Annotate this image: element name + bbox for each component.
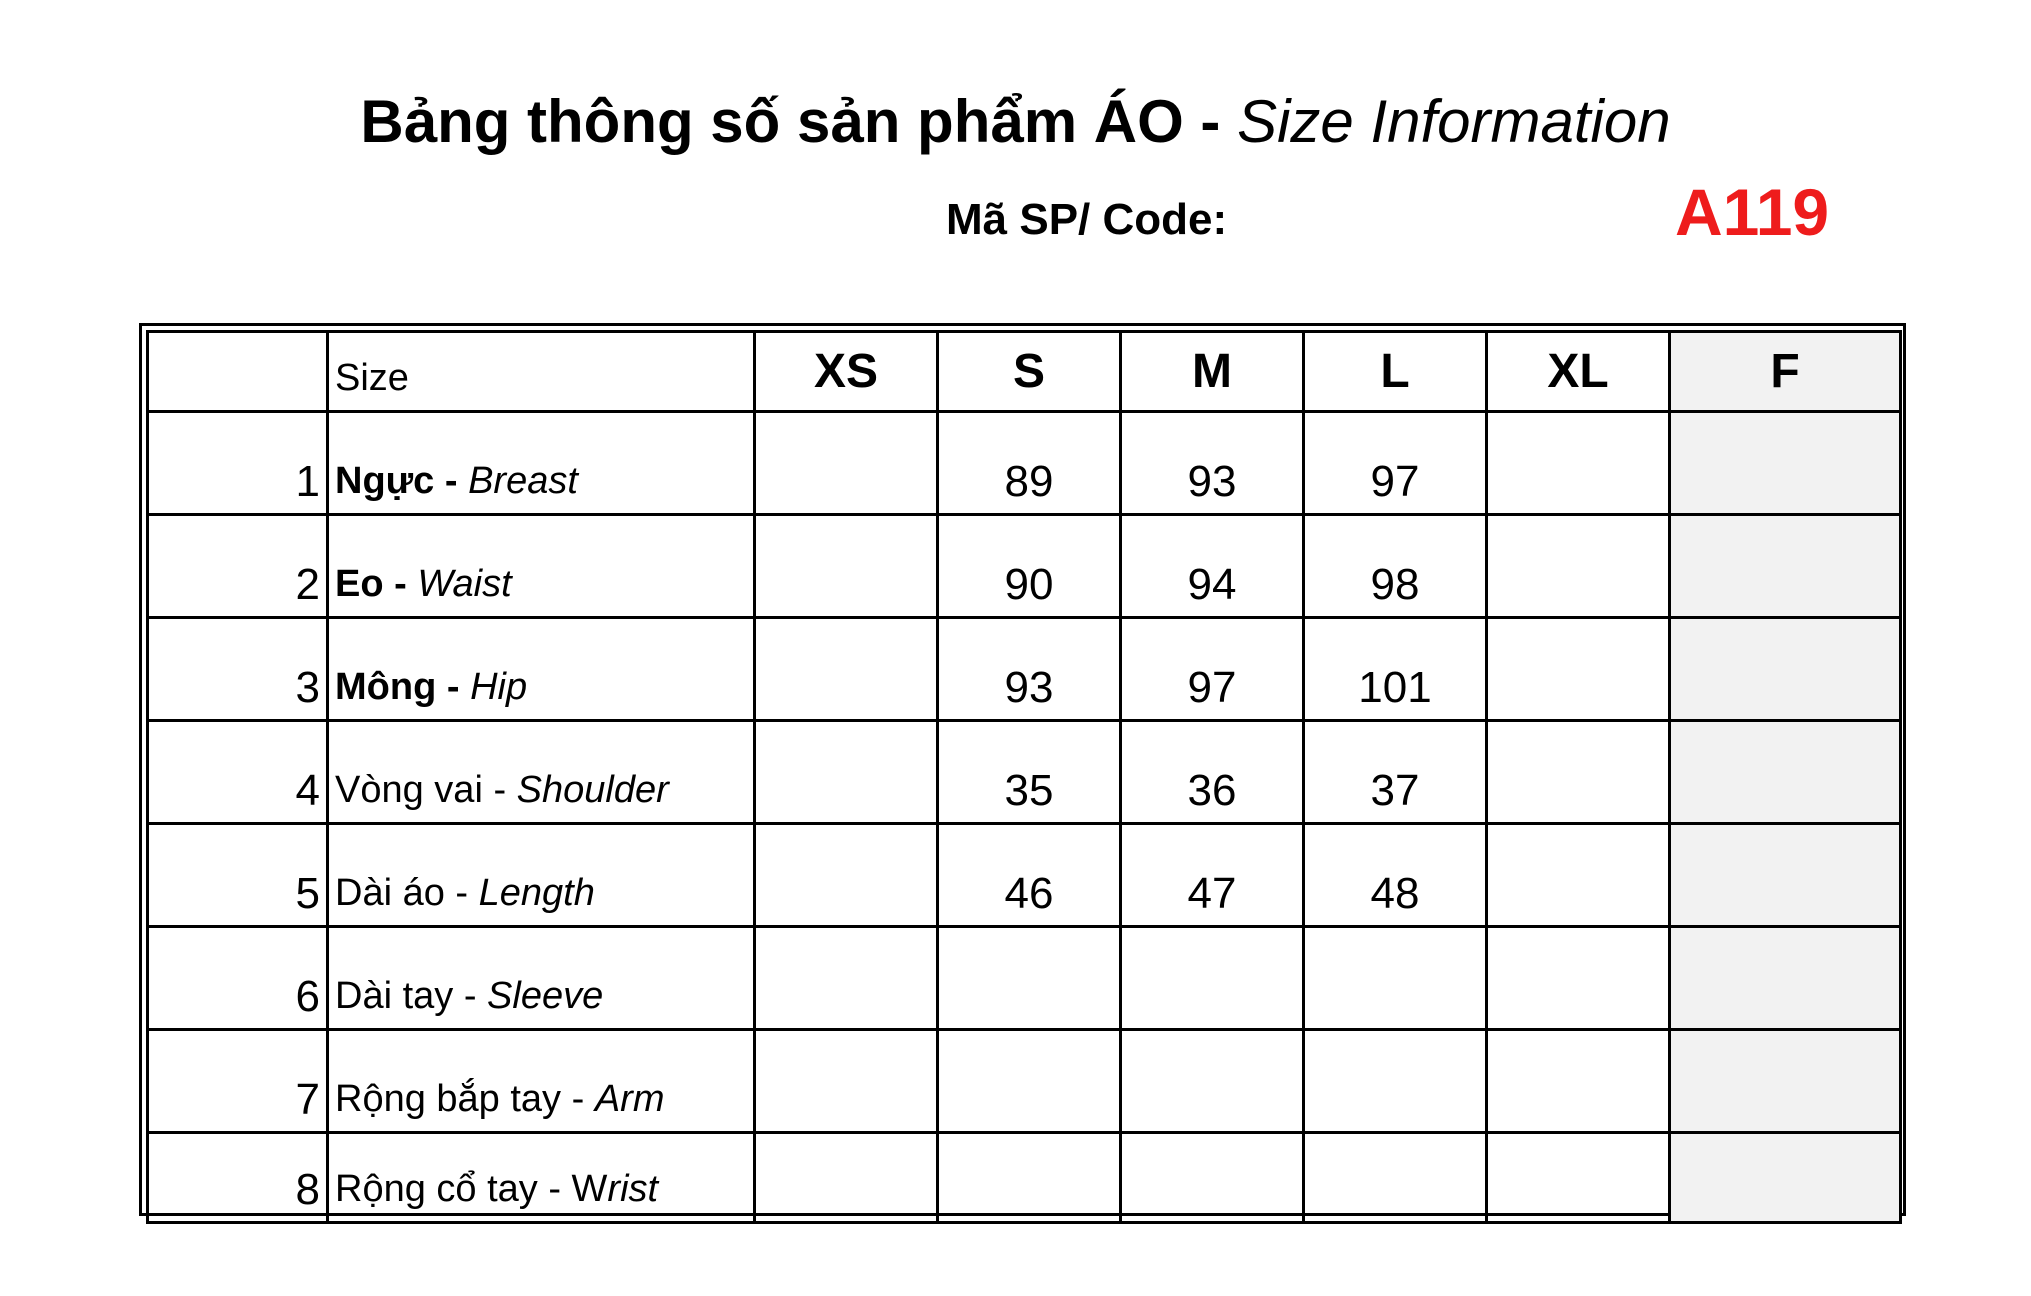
value-cell-xl <box>1487 824 1670 927</box>
measurement-label-vietnamese: Rộng bắp tay - <box>335 1078 595 1120</box>
value-cell-s <box>938 1133 1121 1223</box>
measurement-label <box>328 721 755 824</box>
value-cell-xs <box>755 618 938 721</box>
value-cell-m: 47 <box>1121 824 1304 927</box>
value-cell-xl <box>1487 1133 1670 1223</box>
table-row <box>148 1030 1901 1133</box>
size-header-f: F <box>1670 332 1901 412</box>
value-cell-m: 94 <box>1121 515 1304 618</box>
table-row <box>148 721 1901 824</box>
value-cell-f <box>1670 618 1901 721</box>
value-cell-xl <box>1487 1030 1670 1133</box>
value-cell-xs <box>755 1030 938 1133</box>
size-label-cell: Size <box>328 332 755 412</box>
value-cell-l: 101 <box>1304 618 1487 721</box>
value-cell-s <box>938 1030 1121 1133</box>
measurement-label-vietnamese: Rộng cổ tay - W <box>335 1168 608 1210</box>
value-cell-f <box>1670 1133 1901 1223</box>
value-cell-xl <box>1487 927 1670 1030</box>
value-cell-l <box>1304 1030 1487 1133</box>
value-cell-s: 35 <box>938 721 1121 824</box>
page-title <box>0 82 2031 162</box>
table-row <box>148 618 1901 721</box>
measurement-label-english: Sleeve <box>487 975 604 1017</box>
title-english: Size Information <box>1237 88 1671 155</box>
value-cell-l: 97 <box>1304 412 1487 515</box>
header-row <box>148 332 1901 412</box>
row-number: 2 <box>148 515 328 618</box>
row-number: 3 <box>148 618 328 721</box>
table-row <box>148 515 1901 618</box>
size-header-s: S <box>938 332 1121 412</box>
size-table <box>146 330 1902 1224</box>
row-number: 7 <box>148 1030 328 1133</box>
value-cell-l <box>1304 1133 1487 1223</box>
size-header-xl: XL <box>1487 332 1670 412</box>
value-cell-xs <box>755 515 938 618</box>
value-cell-xs <box>755 1133 938 1223</box>
measurement-label <box>328 1030 755 1133</box>
table-row <box>148 927 1901 1030</box>
value-cell-m <box>1121 1030 1304 1133</box>
measurement-label <box>328 927 755 1030</box>
measurement-label-english: rist <box>607 1168 659 1210</box>
row-number: 8 <box>148 1133 328 1223</box>
measurement-label <box>328 515 755 618</box>
value-cell-s: 46 <box>938 824 1121 927</box>
row-number: 1 <box>148 412 328 515</box>
corner-cell <box>148 332 328 412</box>
product-code-label: Mã SP/ Code: <box>946 195 1228 244</box>
row-number: 5 <box>148 824 328 927</box>
measurement-label-english: Shoulder <box>516 769 669 811</box>
value-cell-xs <box>755 412 938 515</box>
value-cell-m <box>1121 927 1304 1030</box>
size-header-m: M <box>1121 332 1304 412</box>
value-cell-xs <box>755 927 938 1030</box>
value-cell-l: 48 <box>1304 824 1487 927</box>
title-vietnamese: Bảng thông số sản phẩm ÁO - <box>360 88 1238 155</box>
size-header-l: L <box>1304 332 1487 412</box>
value-cell-xl <box>1487 721 1670 824</box>
value-cell-f <box>1670 412 1901 515</box>
value-cell-s <box>938 927 1121 1030</box>
value-cell-xl <box>1487 618 1670 721</box>
measurement-label-vietnamese: Ngực - <box>335 460 469 502</box>
measurement-label <box>328 412 755 515</box>
value-cell-xs <box>755 721 938 824</box>
table-row <box>148 1133 1901 1223</box>
table-row <box>148 412 1901 515</box>
value-cell-s: 89 <box>938 412 1121 515</box>
row-number: 6 <box>148 927 328 1030</box>
table-row <box>148 824 1901 927</box>
value-cell-xs <box>755 824 938 927</box>
value-cell-f <box>1670 515 1901 618</box>
value-cell-xl <box>1487 412 1670 515</box>
value-cell-f <box>1670 824 1901 927</box>
value-cell-m: 97 <box>1121 618 1304 721</box>
measurement-label-english: Hip <box>470 666 528 708</box>
value-cell-f <box>1670 927 1901 1030</box>
value-cell-m: 36 <box>1121 721 1304 824</box>
product-code-value: A119 <box>1675 175 1830 249</box>
value-cell-s: 90 <box>938 515 1121 618</box>
measurement-label-vietnamese: Eo - <box>335 563 418 605</box>
row-number: 4 <box>148 721 328 824</box>
size-header-xs: XS <box>755 332 938 412</box>
value-cell-f <box>1670 1030 1901 1133</box>
value-cell-m: 93 <box>1121 412 1304 515</box>
measurement-label-english: Waist <box>417 563 512 605</box>
measurement-label-english: Breast <box>468 460 578 502</box>
measurement-label-vietnamese: Dài áo - <box>335 872 479 914</box>
value-cell-xl <box>1487 515 1670 618</box>
measurement-label-vietnamese: Vòng vai - <box>335 769 517 811</box>
measurement-label <box>328 824 755 927</box>
value-cell-l: 98 <box>1304 515 1487 618</box>
measurement-label-english: Arm <box>594 1078 665 1120</box>
value-cell-l <box>1304 927 1487 1030</box>
measurement-label-vietnamese: Dài tay - <box>335 975 488 1017</box>
measurement-label <box>328 1133 755 1223</box>
value-cell-s: 93 <box>938 618 1121 721</box>
value-cell-l: 37 <box>1304 721 1487 824</box>
measurement-label <box>328 618 755 721</box>
measurement-label-english: Length <box>478 872 595 914</box>
value-cell-f <box>1670 721 1901 824</box>
measurement-label-vietnamese: Mông - <box>335 666 471 708</box>
value-cell-m <box>1121 1133 1304 1223</box>
